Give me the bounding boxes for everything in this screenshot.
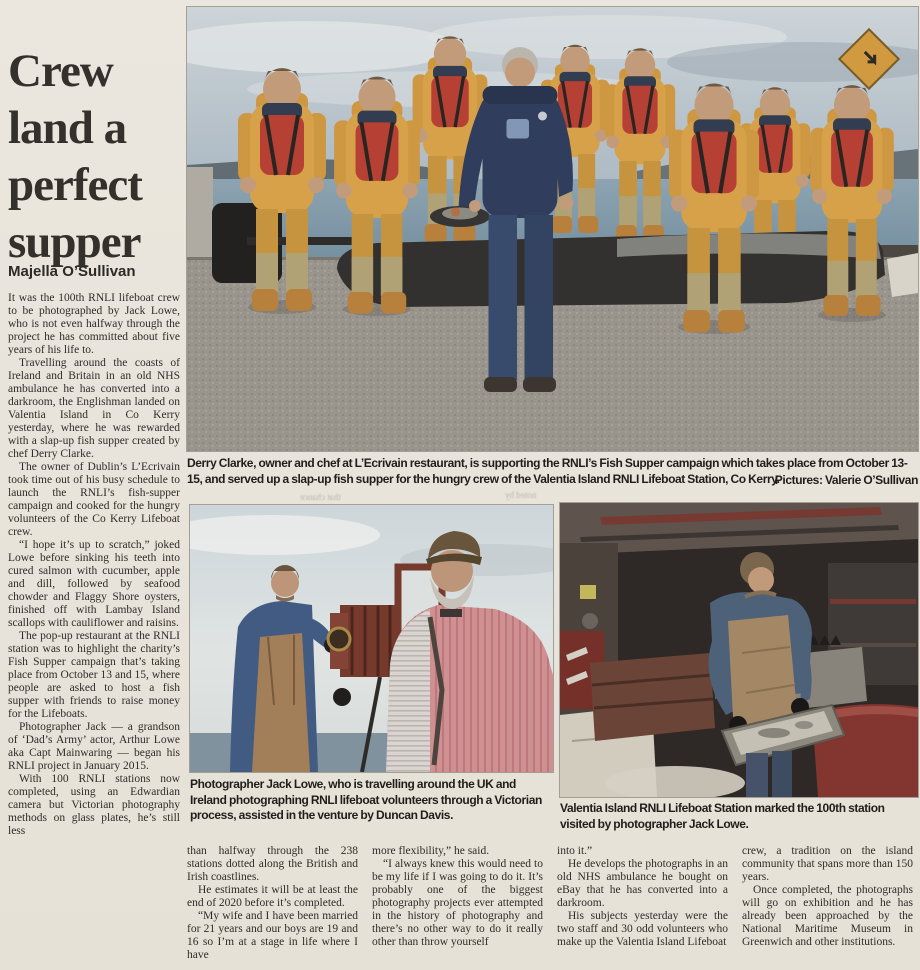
article-column-3 [372,845,543,970]
body-paragraph: crew, a tradition on the island community that spans more than 150 years. [742,845,913,883]
article-column-4 [557,845,728,970]
body-paragraph: than halfway through the 238 stations dotted along the British and Irish coastlines. [187,845,358,883]
print-bleedthrough: noted by [505,490,537,500]
body-paragraph: He estimates it will be at least the end of 2020 before it’s completed. [187,884,358,909]
body-paragraph: Once completed, the photographs will go on exhibition and he has already been approached by the National Maritime Museum in Greenwich and other institutions. [742,884,913,948]
body-paragraph: It was the 100th RNLI lifeboat crew to be photographed by Jack Lowe, who is not even halfway through the project he has committed about five years of his life to. [8,292,180,356]
page-headline: Crew land a perfect supper [8,45,142,269]
body-paragraph: “I always knew this would need to be my life if I was going to do it. It’s probably one of the biggest photography projects ever attempted in the history of photography and there’s no other way to do it really other than throw yourself [372,858,543,948]
right-photo-caption: Valentia Island RNLI Lifeboat Station marked the 100th station visited by photographer Jack Lowe. [560,801,885,831]
main-photo-illustration [187,7,918,451]
body-paragraph: Photographer Jack — a grandson of ‘Dad’s Army’ actor, Arthur Lowe aka Capt Mainwaring — began his RNLI project in January 2015. [8,721,180,772]
print-bleedthrough: that chance [300,492,341,502]
article-column-5 [742,845,913,970]
black-glove [333,688,351,706]
photo-credit: Pictures: Valerie O’Sullivan [774,472,918,487]
body-paragraph: Travelling around the coasts of Ireland and Britain in an old NHS ambulance he has converted into a darkroom, the Englishman landed on Valentia Island in Co Kerry yesterday, where he was rewarded with a slap-up fish supper created by chef Derry Clarke. [8,357,180,460]
main-photo-crew-fish-supper [187,7,918,451]
middle-photo-illustration [190,505,553,772]
body-paragraph: “I hope it’s up to scratch,” joked Lowe before sinking his teeth into cured salmon with cucumber, apple and dill, followed by seafood chowder and Flaggy Shore oysters, finished off with Lambay Island scallops with cauliflower and raisins. [8,539,180,629]
yellow-sticker [580,585,596,599]
body-paragraph: With 100 RNLI stations now completed, using an Edwardian camera but Victorian photography methods on glass plates, he’s still less [8,773,180,837]
white-dinghy [887,253,918,297]
right-photo-darkroom [560,503,918,797]
body-paragraph: “My wife and I have been married for 21 years and our boys are 19 and 16 so I’m at a stage in life where I have [187,910,358,961]
middle-photo-caption: Photographer Jack Lowe, who is travelling around the UK and Ireland photographing RNLI lifeboat volunteers through a Victorian process, assisted in the venture by Duncan Davis. [190,777,542,822]
main-photo-caption [187,456,918,490]
right-photo-illustration [560,503,918,797]
body-paragraph: The pop-up restaurant at the RNLI station was to highlight the charity’s Fish Supper campaign that’s taking place from October 13 and 15, where people are asked to host a fish supper with friends to raise money for the Lifeboats. [8,630,180,720]
body-paragraph: His subjects yesterday were the two staff and 30 odd volunteers who make up the Valentia Island Lifeboat [557,910,728,948]
caption-text: Derry Clarke, owner and chef at L’Ecrivain restaurant, is supporting the RNLI’s Fish Supper campaign which takes place from October 13-15, and served up a slap-up fish supper for the hungry crew of the Valentia Island RNLI Lifeboat Station, Co Kerry. [187,456,908,486]
byline: Majella O’Sullivan [8,263,136,280]
article-column-1 [8,292,180,968]
wooden-crate [590,653,715,741]
body-paragraph: The owner of Dublin’s L’Ecrivain took time out of his busy schedule to launch the RNLI’s fish-supper campaign and cooked for the hungry volunteers of the Co Kerry Lifeboat crew. [8,461,180,538]
body-paragraph: into it.” [557,845,593,857]
middle-photo-victorian-camera [190,505,553,772]
brass-lens [328,628,350,650]
article-column-2 [187,845,358,970]
body-paragraph: He develops the photographs in an old NHS ambulance he bought on eBay that he has converted into a darkroom. [557,858,728,909]
body-paragraph: more flexibility,” he said. [372,845,490,857]
